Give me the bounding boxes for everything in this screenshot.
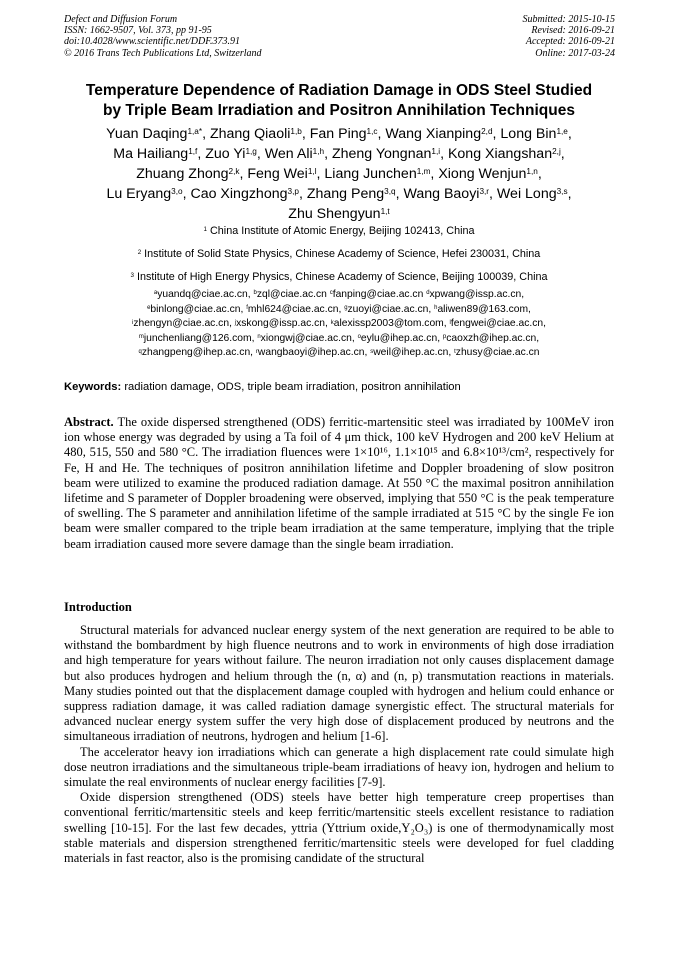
author-name: Fan Ping <box>309 126 367 142</box>
author-affil-sup: 1,m <box>416 167 431 177</box>
author-list <box>30 124 648 224</box>
date-online: Online: 2017-03-24 <box>535 47 615 59</box>
author-name: Wen Ali <box>264 146 313 162</box>
author-affil-sup: 3,q <box>384 187 396 197</box>
email-letter: f <box>246 304 248 311</box>
author-affil-sup: 1,f <box>188 147 198 157</box>
abstract-text: The oxide dispersed strengthened (ODS) ferritic-martensitic steel was irradiated by 100MeV iron ion whose energy was degraded by using a Ta foil of 4 μm thick, 100 keV Hydrogen and 200 keV Helium at 480, 515, 550 and 580 °C. The irradiation fluences were 1×10¹⁶, 1.1×10¹⁵ and 6.8×10¹³/cm², respectively for Fe, H and He. The techniques of positron annihilation lifetime and Doppler broadening of slow positron beam were utilized to examine the produced radiation damage. At 550 °C the maximal positron annihilation lifetime and S parameter of Doppler broadening were observed, implying that 550 °C is the peak temperature of swelling. The S parameter and annihilation lifetime of the sample irradiated at 515 °C by the single Fe ion beam were smaller compared to the triple beam irradiation at the same temperature, implying that the triple beam irradiation caused more severe damage than the single beam irradiation. <box>64 415 614 551</box>
journal-issn: ISSN: 1662-9507, Vol. 373, pp 91-95 <box>64 25 212 37</box>
email-letter: c <box>329 290 333 297</box>
journal-doi: doi:10.4028/www.scientific.net/DDF.373.91 <box>64 36 241 48</box>
email-letter: g <box>344 304 348 311</box>
section-heading: Introduction <box>64 600 132 614</box>
author-name: Liang Junchen <box>324 166 417 182</box>
email-address: fengwei@ciae.ac.cn <box>450 318 544 330</box>
author-affil-sup: 1,i <box>431 147 441 157</box>
title-line: by Triple Beam Irradiation and Positron Annihilation Techniques <box>103 102 575 119</box>
journal-info <box>64 14 262 59</box>
date-revised: Revised: 2016-09-21 <box>531 25 615 37</box>
email-address: aliwen89@163.com <box>437 303 529 315</box>
author-affil-sup: 2,k <box>228 167 240 177</box>
affiliation-text: Institute of Solid State Physics, Chinese Academy of Science, Hefei 230031, China <box>144 248 541 260</box>
date-accepted: Accepted: 2016-09-21 <box>525 36 615 48</box>
author-name: Long Bin <box>500 126 557 142</box>
body-paragraph: Structural materials for advanced nuclear energy system of the next generation are required to be able to withstand the bombardment by high fluence neutrons and to work in environments of high dose irradiation and high temperature for years without failure. The neuron irradiation not only causes displacement damage but also produces hydrogen and helium through the (n, α) and (n, p) transmutation reactions in materials. Many studies pointed out that the displacement damage coupled with hydrogen and helium could enhance or suppress radiation damage, it was called radiation damage synergistic effect. The structural materials for advanced nuclear energy system suffer the very high dose of displacement produced by neutrons and the simultaneous irradiation of neutrons, hydrogen and helium [1-6]. <box>64 623 614 744</box>
keywords-label: Keywords: <box>64 381 122 393</box>
email-address: binlong@ciae.ac.cn <box>150 303 241 315</box>
email-address: zhengyn@ciae.ac.cn <box>133 318 230 330</box>
publication-dates <box>523 14 616 59</box>
author-affil-sup: 1,e <box>556 127 568 137</box>
email-letter: m <box>138 334 144 341</box>
author-affil-sup: 1,t <box>380 207 390 217</box>
email-letter: e <box>147 304 151 311</box>
introduction-section <box>64 623 614 866</box>
email-address: wangbaoyi@ihep.ac.cn <box>257 347 365 359</box>
author-name: Wang Baoyi <box>403 186 480 202</box>
affiliation-number: 3 <box>130 272 134 280</box>
email-letter: p <box>442 334 447 341</box>
author-name: Zhang Peng <box>306 186 385 202</box>
abstract-paragraph <box>64 415 614 552</box>
abstract-section <box>64 415 614 552</box>
email-line: $^m$junchenliang@126.com, $^n$xiongwj@ciae.ac.cn, $^o$eylu@ihep.ac.cn, $^p$caoxzh@ihep.ac.cn, <box>138 332 540 344</box>
author-name: Lu Eryang <box>106 186 172 202</box>
author-affil-sup: 2,d <box>481 127 493 137</box>
email-address: zql@ciae.ac.cn <box>256 289 327 300</box>
email-address: alexissp2003@tom.com <box>333 318 444 330</box>
author-affil-sup: 3,o <box>171 187 183 197</box>
email-address: xpwang@issp.ac.cn <box>429 289 522 300</box>
email-list <box>30 288 648 361</box>
author-affil-sup: 3,s <box>556 187 568 197</box>
author-name: Zheng Yongnan <box>331 146 432 162</box>
author-affil-sup: 1,h <box>312 147 325 157</box>
email-address: zuoyi@ciae.ac.cn <box>347 303 429 315</box>
paper-title <box>40 81 638 121</box>
email-address: xiongwj@ciae.ac.cn <box>260 332 352 344</box>
journal-name: Defect and Diffusion Forum <box>64 14 178 25</box>
email-address: xskong@issp.ac.cn <box>236 318 325 330</box>
email-line: $^a$yuandq@ciae.ac.cn, $^b$zql@ciae.ac.cn $^c$fanping@ciae.ac.cn $^d$xpwang@issp.ac.cn, <box>153 289 525 300</box>
email-letter: k <box>330 319 334 326</box>
email-letter: q <box>138 348 142 355</box>
email-letter: r <box>255 348 258 355</box>
affiliation-number: 1 <box>203 226 207 234</box>
body-paragraph: The accelerator heavy ion irradiations which can generate a high displacement rate could simulate high dose neutron irradiations and the simultaneous triple-beam irradiations of heavy ion, hydrogen and helium to simulate the real environments of nuclear energy facilities [7-9]. <box>64 744 614 790</box>
author-line: Ma Hailiang$^{1,f}$, Zuo Yi$^{1,g}$, Wen Ali$^{1,h}$, Zheng Yongnan$^{1,i}$, Kong Xiangshan$^{2,j}$, <box>113 146 565 162</box>
email-address: junchenliang@126.com <box>143 332 252 344</box>
email-address: mhl624@ciae.ac.cn <box>247 303 339 315</box>
affiliation-list <box>30 221 648 290</box>
affiliation-number: 2 <box>137 249 142 257</box>
email-address: weil@ihep.ac.cn <box>373 347 449 359</box>
affiliation-text: Institute of High Energy Physics, Chinese Academy of Science, Beijing 100039, China <box>136 271 548 283</box>
title-line: Temperature Dependence of Radiation Damage in ODS Steel Studied <box>85 82 593 99</box>
keywords <box>64 380 614 394</box>
author-affil-sup: 1,g <box>245 147 257 157</box>
author-line: Yuan Daqing$^{1,a*}$, Zhang Qiaoli$^{1,b}$, Fan Ping$^{1,c}$, Wang Xianping$^{2,d}$, Long Bin$^{1,e}$, <box>106 126 572 142</box>
email-letter: o <box>357 334 361 341</box>
author-affil-sup: 1,l <box>307 167 317 177</box>
author-name: Wei Long <box>496 186 557 202</box>
email-letter: j <box>234 319 237 326</box>
author-affil-sup: 1,c <box>366 127 378 137</box>
journal-copyright: © 2016 Trans Tech Publications Ltd, Switzerland <box>64 47 262 59</box>
author-affil-sup: 1,a* <box>187 127 203 137</box>
affiliation <box>30 244 648 267</box>
author-name: Zhu Shengyun <box>288 206 381 222</box>
email-line: $^i$zhengyn@ciae.ac.cn, $^j$xskong@issp.ac.cn, $^k$alexissp2003@tom.com, $^l$fengwei@ciae.ac.cn, <box>131 318 547 330</box>
author-name: Zhuang Zhong <box>136 166 229 182</box>
email-letter: t <box>454 348 456 355</box>
email-address: eylu@ihep.ac.cn <box>360 332 438 344</box>
affiliation <box>30 267 648 290</box>
author-affil-sup: 1,n <box>526 167 538 177</box>
author-affil-sup: 2,j <box>552 147 561 157</box>
email-address: yuandq@ciae.ac.cn <box>157 289 248 300</box>
author-name: Feng Wei <box>247 166 308 182</box>
author-name: Wang Xianping <box>385 126 482 142</box>
author-name: Xiong Wenjun <box>438 166 527 182</box>
author-name: Yuan Daqing <box>106 126 188 142</box>
email-address: zhusy@ciae.ac.cn <box>455 347 540 359</box>
author-affil-sup: 3,p <box>287 187 299 197</box>
email-line: $^e$binlong@ciae.ac.cn, $^f$mhl624@ciae.ac.cn, $^g$zuoyi@ciae.ac.cn, $^h$aliwen89@163.com, <box>147 303 531 315</box>
email-address: fanping@ciae.ac.cn <box>332 289 424 300</box>
email-address: caoxzh@ihep.ac.cn <box>446 332 537 344</box>
keywords-text: radiation damage, ODS, triple beam irradiation, positron annihilation <box>124 381 461 393</box>
email-letter: s <box>370 348 374 355</box>
affiliation <box>30 221 648 244</box>
abstract-label: Abstract. <box>64 415 114 429</box>
author-name: Zuo Yi <box>205 146 246 162</box>
email-letter: d <box>426 290 430 297</box>
email-address: zhangpeng@ihep.ac.cn <box>141 347 251 359</box>
affiliation-text: China Institute of Atomic Energy, Beijing 102413, China <box>210 225 475 237</box>
author-affil-sup: 3,r <box>479 187 490 197</box>
date-submitted: Submitted: 2015-10-15 <box>522 14 615 25</box>
author-line: Lu Eryang$^{3,o}$, Cao Xingzhong$^{3,p}$, Zhang Peng$^{3,q}$, Wang Baoyi$^{3,r}$, Wei Long$^{3,s}$, <box>106 186 572 202</box>
email-letter: n <box>257 334 261 341</box>
author-line: Zhuang Zhong$^{2,k}$, Feng Wei$^{1,l}$, Liang Junchen$^{1,m}$, Xiong Wenjun$^{1,n}$, <box>136 166 542 182</box>
body-paragraph: Oxide dispersion strengthened (ODS) steels have better high temperature creep propertises than conventional ferritic/martensitic steels and keep ferritic/martensitic steels excellent resistance to radiation swelling [10-15]. For the last few decades, yttria (Yttrium oxide,Y₂O₃) is one of thermodynamically most stable materials and dispersion strengthened ferritic/martensitic steels were developed for fuel cladding materials in fast reactor, also is the promising candidate of the structural <box>64 790 614 866</box>
author-affil-sup: 1,b <box>290 127 302 137</box>
email-letter: l <box>449 319 451 326</box>
email-letter: b <box>253 290 257 297</box>
author-name: Kong Xiangshan <box>447 146 553 162</box>
author-name: Ma Hailiang <box>113 146 189 162</box>
email-letter: a <box>153 290 158 297</box>
email-line: $^q$zhangpeng@ihep.ac.cn, $^r$wangbaoyi@ihep.ac.cn, $^s$weil@ihep.ac.cn, $^t$zhusy@ciae.ac.cn <box>138 347 540 359</box>
email-letter: h <box>434 304 438 311</box>
author-name: Cao Xingzhong <box>190 186 288 202</box>
author-name: Zhang Qiaoli <box>209 126 291 142</box>
email-letter: i <box>131 319 134 326</box>
